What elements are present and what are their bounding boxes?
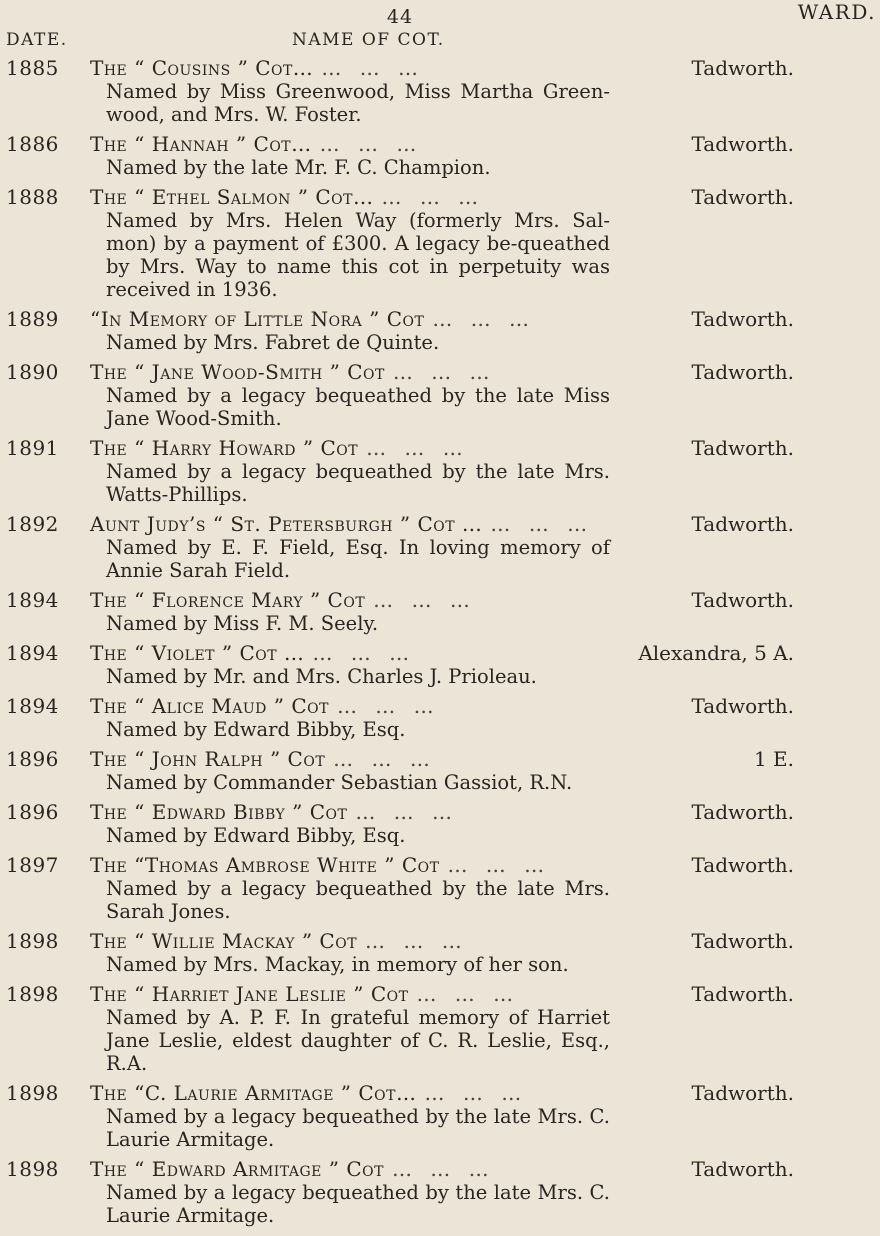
entry-ward: Tadworth. <box>691 132 794 156</box>
cot-description: Named by Mrs. Helen Way (formerly Mrs. Sal-mon) by a payment of £300. A legacy be-queathed by Mrs. Way to name this cot in perpetuity was received in 1936. <box>106 209 610 301</box>
cot-name-text: The “ Alice Maud ” Cot <box>90 694 329 718</box>
entry-body <box>90 1081 610 1151</box>
entry-body <box>90 360 610 430</box>
cot-entry <box>0 853 800 923</box>
cot-name-text: The “ Violet ” Cot … <box>90 641 305 665</box>
cot-entry <box>0 982 800 1075</box>
cot-name-text: The “ Jane Wood-Smith ” Cot <box>90 360 385 384</box>
entry-ward: Tadworth. <box>691 185 794 209</box>
cot-description: Named by a legacy bequeathed by the late Mrs. C. Laurie Armitage. <box>106 1181 610 1227</box>
entry-year: 1886 <box>6 132 59 156</box>
entry-body <box>90 512 610 582</box>
cot-entry <box>0 800 800 847</box>
entry-ward: 1 E. <box>753 747 794 771</box>
entry-year: 1892 <box>6 512 59 536</box>
entry-ward: Tadworth. <box>691 800 794 824</box>
cot-name <box>90 512 610 536</box>
cot-entry <box>0 307 800 354</box>
cot-name-text: The “C. Laurie Armitage ” Cot… <box>90 1081 417 1105</box>
cot-description: Named by a legacy bequeathed by the late Mrs. Watts-Phillips. <box>106 460 610 506</box>
cot-name-text: Aunt Judy’s “ St. Petersburgh ” Cot … <box>90 512 483 536</box>
leader-dots: … … … <box>432 307 536 331</box>
cot-entry <box>0 1081 800 1151</box>
cot-entry <box>0 588 800 635</box>
cot-name-text: The “ Ethel Salmon ” Cot… <box>90 185 374 209</box>
leader-dots: … … … <box>424 1081 528 1105</box>
entry-year: 1898 <box>6 982 59 1006</box>
entry-year: 1885 <box>6 56 59 80</box>
cot-entry <box>0 56 800 126</box>
cot-name <box>90 982 610 1006</box>
entry-ward: Tadworth. <box>691 512 794 536</box>
leader-dots: … … … <box>333 747 436 771</box>
cot-entry <box>0 512 800 582</box>
cot-name <box>90 929 610 953</box>
cot-entry <box>0 747 800 794</box>
entry-year: 1891 <box>6 436 59 460</box>
entry-ward: Tadworth. <box>691 56 794 80</box>
entry-ward: Tadworth. <box>691 307 794 331</box>
cot-description: Named by a legacy bequeathed by the late Miss Jane Wood-Smith. <box>106 384 610 430</box>
entry-year: 1894 <box>6 694 59 718</box>
entry-ward: Alexandra, 5 A. <box>638 641 794 665</box>
ward-column-header: WARD. <box>797 0 876 24</box>
entry-body <box>90 929 610 976</box>
cot-description: Named by the late Mr. F. C. Champion. <box>106 156 491 179</box>
entry-body <box>90 436 610 506</box>
entry-ward: Tadworth. <box>691 436 794 460</box>
cot-name <box>90 307 610 331</box>
entry-body <box>90 185 610 301</box>
leader-dots: … … … <box>365 929 468 953</box>
name-column-header: NAME OF COT. <box>292 30 445 50</box>
leader-dots: … … … <box>336 694 440 718</box>
leader-dots: … … … <box>373 588 476 612</box>
cot-description: Named by Miss F. M. Seely. <box>106 612 379 635</box>
entry-body <box>90 641 610 688</box>
leader-dots: … … … <box>355 800 459 824</box>
leader-dots: … … … <box>447 853 551 877</box>
cot-entry <box>0 929 800 976</box>
entry-year: 1889 <box>6 307 59 331</box>
cot-name <box>90 436 610 460</box>
entry-body <box>90 800 610 847</box>
cot-description: Named by a legacy bequeathed by the late Mrs. Sarah Jones. <box>106 877 610 923</box>
cot-name <box>90 694 610 718</box>
cot-name <box>90 588 610 612</box>
cot-description: Named by Mr. and Mrs. Charles J. Prioleau. <box>106 665 537 688</box>
cot-name <box>90 800 610 824</box>
entry-year: 1888 <box>6 185 59 209</box>
cot-description: Named by Commander Sebastian Gassiot, R.N. <box>106 771 573 794</box>
cot-name <box>90 185 610 209</box>
cot-description: Named by Mrs. Fabret de Quinte. <box>106 331 440 354</box>
leader-dots: … … … <box>321 56 425 80</box>
cot-description: Named by Edward Bibby, Esq. <box>106 718 406 741</box>
cot-description: Named by a legacy bequeathed by the late Mrs. C. Laurie Armitage. <box>106 1105 610 1151</box>
entry-body <box>90 853 610 923</box>
leader-dots: … … … <box>319 132 423 156</box>
cot-name <box>90 1157 610 1181</box>
leader-dots: … … … <box>381 185 485 209</box>
entry-ward: Tadworth. <box>691 360 794 384</box>
cot-name-text: The “ Hannah ” Cot… <box>90 132 312 156</box>
entry-year: 1894 <box>6 588 59 612</box>
cot-name-text: The “Thomas Ambrose White ” Cot <box>90 853 440 877</box>
cot-name-text: The “ Florence Mary ” Cot <box>90 588 366 612</box>
cot-entry <box>0 360 800 430</box>
cot-description: Named by E. F. Field, Esq. In loving memory of Annie Sarah Field. <box>106 536 610 582</box>
cot-name-text: The “ Harriet Jane Leslie ” Cot <box>90 982 409 1006</box>
cot-entry <box>0 436 800 506</box>
cot-description: Named by Miss Greenwood, Miss Martha Green-wood, and Mrs. W. Foster. <box>106 80 610 126</box>
leader-dots: … … … <box>312 641 416 665</box>
cot-name <box>90 747 610 771</box>
entry-ward: Tadworth. <box>691 588 794 612</box>
cot-name <box>90 641 610 665</box>
entry-ward: Tadworth. <box>691 982 794 1006</box>
entry-year: 1898 <box>6 929 59 953</box>
entry-ward: Tadworth. <box>691 1157 794 1181</box>
entry-year: 1896 <box>6 800 59 824</box>
entry-body <box>90 132 610 179</box>
entry-ward: Tadworth. <box>691 1081 794 1105</box>
entry-body <box>90 982 610 1075</box>
entry-year: 1898 <box>6 1081 59 1105</box>
leader-dots: … … … <box>490 512 594 536</box>
cot-description: Named by A. P. F. In grateful memory of Harriet Jane Leslie, eldest daughter of C. R. Leslie, Esq., R.A. <box>106 1006 610 1075</box>
entry-year: 1897 <box>6 853 59 877</box>
leader-dots: … … … <box>392 360 496 384</box>
cot-name <box>90 853 610 877</box>
entry-body <box>90 588 610 635</box>
date-column-header: DATE. <box>6 30 68 50</box>
cot-name <box>90 1081 610 1105</box>
entry-body <box>90 694 610 741</box>
entry-ward: Tadworth. <box>691 929 794 953</box>
cot-name-text: The “ John Ralph ” Cot <box>90 747 326 771</box>
leader-dots: … … … <box>366 436 469 460</box>
entry-ward: Tadworth. <box>691 694 794 718</box>
cot-entry <box>0 641 800 688</box>
cot-name-text: “In Memory of Little Nora ” Cot <box>90 307 425 331</box>
entry-body <box>90 307 610 354</box>
entry-ward: Tadworth. <box>691 853 794 877</box>
leader-dots: … … … <box>391 1157 495 1181</box>
cot-name <box>90 56 610 80</box>
entry-year: 1894 <box>6 641 59 665</box>
entry-year: 1896 <box>6 747 59 771</box>
cot-list <box>0 56 800 1233</box>
cot-entry <box>0 132 800 179</box>
cot-name <box>90 360 610 384</box>
cot-entry <box>0 185 800 301</box>
entry-year: 1898 <box>6 1157 59 1181</box>
cot-entry <box>0 1157 800 1227</box>
entry-body <box>90 56 610 126</box>
cot-name-text: The “ Harry Howard ” Cot <box>90 436 359 460</box>
cot-description: Named by Edward Bibby, Esq. <box>106 824 406 847</box>
cot-name <box>90 132 610 156</box>
cot-name-text: The “ Cousins ” Cot… <box>90 56 314 80</box>
cot-entry <box>0 694 800 741</box>
entry-year: 1890 <box>6 360 59 384</box>
entry-body <box>90 1157 610 1227</box>
cot-name-text: The “ Edward Bibby ” Cot <box>90 800 348 824</box>
leader-dots: … … … <box>416 982 520 1006</box>
entry-body <box>90 747 610 794</box>
cot-name-text: The “ Edward Armitage ” Cot <box>90 1157 384 1181</box>
page-number: 44 <box>386 6 414 28</box>
cot-name-text: The “ Willie Mackay ” Cot <box>90 929 358 953</box>
cot-description: Named by Mrs. Mackay, in memory of her son. <box>106 953 569 976</box>
